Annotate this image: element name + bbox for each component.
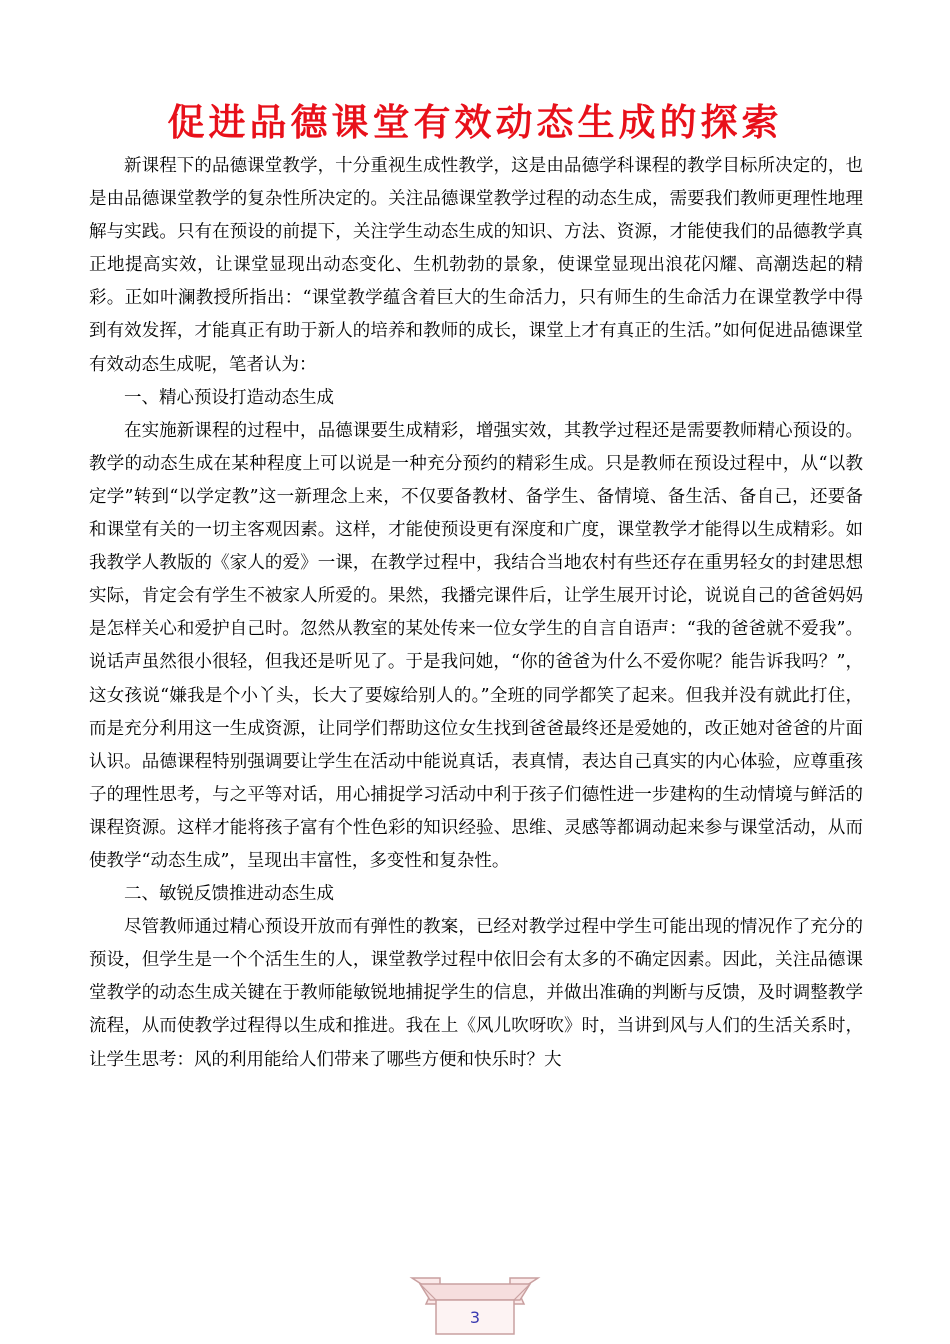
document-title: 促进品德课堂有效动态生成的探索 xyxy=(167,101,783,144)
paragraph-intro: 新课程下的品德课堂教学，十分重视生成性教学，这是由品德学科课程的教学目标所决定的，也是由品德课堂教学的复杂性所决定的。关注品德课堂教学过程的动态生成，需要我们教师更理性地理解与实践。只有在预设的前提下，关注学生动态生成的知识、方法、资源，才能使我们的品德教学真正地提高实效，让课堂显现出动态变化、生机勃勃的景象，使课堂显现出浪花闪耀、高潮迭起的精彩。正如叶澜教授所指出：“课堂教学蕴含着巨大的生命活力，只有师生的生命活力在课堂教学中得到有效发挥，才能真正有助于新人的培养和教师的成长，课堂上才有真正的生活。”如何促进品德课堂有效动态生成呢，笔者认为： xyxy=(89,156,863,375)
page-footer xyxy=(0,1270,950,1344)
document-body xyxy=(89,150,863,1077)
paragraph-section-1: 在实施新课程的过程中，品德课要生成精彩，增强实效，其教学过程还是需要教师精心预设的。教学的动态生成在某种程度上可以说是一种充分预约的精彩生成。只是教师在预设过程中，从“以教定学”转到“以学定教”这一新理念上来，不仅要备教材、备学生、备情境、备生活、备自己，还要备和课堂有关的一切主客观因素。这样，才能使预设更有深度和广度，课堂教学才能得以生成精彩。如我教学人教版的《家人的爱》一课，在教学过程中，我结合当地农村有些还存在重男轻女的封建思想实际，肯定会有学生不被家人所爱的。果然，我播完课件后，让学生展开讨论，说说自己的爸爸妈妈是怎样关心和爱护自己时。忽然从教室的某处传来一位女学生的自言自语声：“我的爸爸就不爱我”。说话声虽然很小很轻，但我还是听见了。于是我问她，“你的爸爸为什么不爱你呢？能告诉我吗？”，这女孩说“嫌我是个小丫头，长大了要嫁给别人的。”全班的同学都笑了起来。但我并没有就此打住，而是充分利用这一生成资源，让同学们帮助这位女生找到爸爸最终还是爱她的，改正她对爸爸的片面认识。品德课程特别强调要让学生在活动中能说真话，表真情，表达自己真实的内心体验，应尊重孩子的理性思考，与之平等对话，用心捕捉学习活动中利于孩子们德性进一步建构的生动情境与鲜活的课程资源。这样才能将孩子富有个性色彩的知识经验、思维、灵感等都调动起来参与课堂活动，从而使教学“动态生成”，呈现出丰富性，多变性和复杂性。 xyxy=(89,420,863,871)
ribbon-ornament-icon xyxy=(0,1270,950,1344)
section-heading-2: 二、敏锐反馈推进动态生成 xyxy=(124,884,334,905)
paragraph-section-2: 尽管教师通过精心预设开放而有弹性的教案，已经对教学过程中学生可能出现的情况作了充分的预设，但学生是一个个活生生的人，课堂教学过程中依旧会有太多的不确定因素。因此，关注品德课堂教学的动态生成关键在于教师能敏锐地捕捉学生的信息，并做出准确的判断与反馈，及时调整教学流程，从而使教学过程得以生成和推进。我在上《风儿吹呀吹》时，当讲到风与人们的生活关系时，让学生思考：风的利用能给人们带来了哪些方便和快乐时？大 xyxy=(89,917,863,1070)
page-number: 3 xyxy=(469,1308,481,1327)
section-heading-1: 一、精心预设打造动态生成 xyxy=(124,387,334,408)
